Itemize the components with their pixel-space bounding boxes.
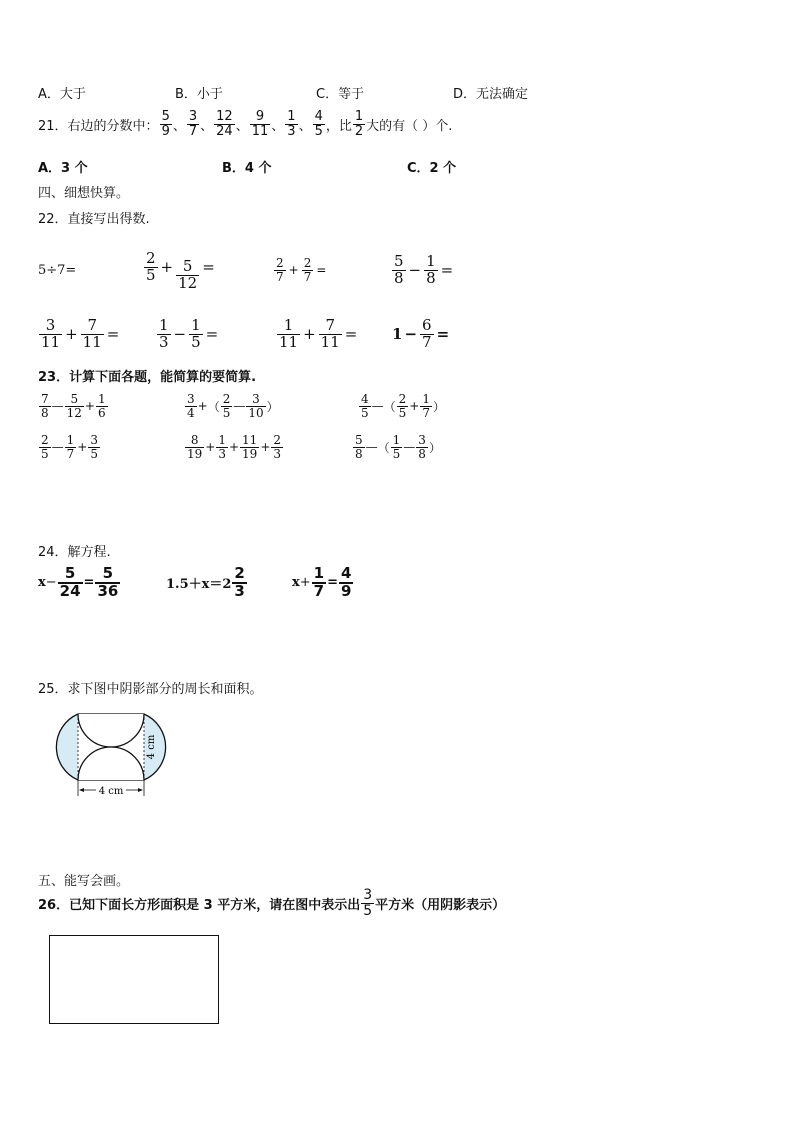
fraction: $\frac{1}{3}$ bbox=[287, 109, 296, 139]
arrow-left bbox=[79, 788, 84, 792]
q21-option-b: B．4 个 bbox=[222, 161, 272, 176]
q21-question: 21． 右边的分数中： $\frac{5}{9}$ 、 $\frac{3}{7}$ 、 $\frac{12}{24}$ 、 $\frac{9}{11}$ 、 $\frac{1}{3}$ 、 $\frac{4}{5}$ ，比 $\frac{1}{2}$ 大的有（ ）个. bbox=[38, 109, 453, 139]
fraction: $\frac{3}{4}$ bbox=[187, 392, 195, 420]
fraction: $\frac{1}{2}$ bbox=[354, 109, 364, 139]
arrow-right bbox=[138, 788, 143, 792]
fraction: $\frac{1}{7}$ bbox=[66, 433, 75, 461]
q24-equation-1: x − $\frac{5}{24}$ = $\frac{5}{36}$ bbox=[38, 564, 119, 600]
shaded-figure bbox=[38, 706, 238, 801]
q23-item-2: $\frac{3}{4}$ + （ $\frac{2}{5}$ — $\frac{3}{10}$ ） bbox=[187, 392, 279, 420]
fraction: $\frac{11}{19}$ bbox=[242, 433, 258, 461]
q23-title: 23．计算下面各题，能简算的要简算. bbox=[38, 370, 257, 385]
q24-equation-3: x + $\frac{1}{7}$ = $\frac{4}{9}$ bbox=[292, 564, 352, 600]
fraction: $\frac{3}{8}$ bbox=[418, 433, 426, 461]
q22-item-7: $\frac{1}{11}$ + $\frac{7}{11}$ = bbox=[279, 316, 358, 351]
q21-prefix: 右边的分数中： bbox=[67, 118, 159, 134]
q23-item-5: $\frac{8}{19}$ + $\frac{1}{3}$ + $\frac{11}{19}$ + $\frac{2}{3}$ bbox=[187, 433, 282, 461]
fraction: $\frac{2}{5}$ bbox=[222, 392, 231, 420]
fraction: $\frac{1}{7}$ bbox=[422, 392, 430, 420]
q21-suffix: 大的有（ ）个. bbox=[366, 118, 453, 134]
fraction: $\frac{7}{11}$ bbox=[320, 316, 340, 351]
q22-item-3: $\frac{2}{7}$ + $\frac{2}{7}$ = bbox=[276, 256, 327, 284]
fraction: $\frac{2}{3}$ bbox=[273, 433, 282, 461]
fraction: $\frac{7}{11}$ bbox=[82, 316, 102, 351]
fraction: $\frac{1}{7}$ bbox=[313, 564, 325, 600]
fraction: $\frac{4}{9}$ bbox=[341, 564, 352, 600]
fraction: $\frac{2}{5}$ bbox=[398, 392, 407, 420]
fraction: $\frac{2}{5}$ bbox=[146, 249, 156, 284]
fraction: $\frac{5}{24}$ bbox=[59, 564, 81, 600]
q26-question: 26．已知下面长方形面积是 3 平方米，请在图中表示出 $\frac{3}{5}$ 平方米（用阴影表示） bbox=[38, 887, 506, 919]
fraction: $\frac{3}{10}$ bbox=[248, 392, 264, 420]
q23-item-6: $\frac{5}{8}$ — （ $\frac{1}{5}$ — $\frac{3}{8}$ ） bbox=[355, 433, 441, 461]
fraction: $\frac{6}{7}$ bbox=[422, 316, 432, 351]
q22-item-4: $\frac{5}{8}$ − $\frac{1}{8}$ = bbox=[394, 252, 454, 287]
q23-item-4: $\frac{2}{5}$ — $\frac{1}{7}$ + $\frac{3}{5}$ bbox=[41, 433, 98, 461]
fraction: $\frac{3}{7}$ bbox=[188, 109, 198, 139]
fraction: $\frac{3}{5}$ bbox=[90, 433, 98, 461]
left-shaded-region bbox=[56, 714, 78, 780]
q22-item-5: $\frac{3}{11}$ + $\frac{7}{11}$ = bbox=[41, 316, 120, 351]
fraction: $\frac{9}{11}$ bbox=[251, 109, 269, 139]
fraction: $\frac{4}{5}$ bbox=[361, 392, 369, 420]
fraction: $\frac{5}{12}$ bbox=[66, 392, 82, 420]
fraction: $\frac{7}{8}$ bbox=[41, 392, 49, 420]
q22-item-1: 5÷7= bbox=[38, 263, 77, 278]
q22-title: 22．直接写出得数. bbox=[38, 212, 150, 227]
fraction: $\frac{3}{11}$ bbox=[41, 316, 61, 351]
q23-item-1: $\frac{7}{8}$ — $\frac{5}{12}$ + $\frac{1}{6}$ bbox=[41, 392, 106, 420]
fraction: $\frac{4}{5}$ bbox=[314, 109, 323, 139]
q24-title: 24．解方程. bbox=[38, 545, 111, 560]
fraction: $\frac{12}{24}$ bbox=[216, 109, 233, 139]
q21-option-c: C．2 个 bbox=[407, 161, 457, 176]
fraction: $\frac{1}{3}$ bbox=[218, 433, 226, 461]
fraction: $\frac{5}{9}$ bbox=[161, 109, 170, 139]
q23-item-3: $\frac{4}{5}$ — （ $\frac{2}{5}$ + $\frac{1}{7}$ ） bbox=[361, 392, 446, 420]
q20-option-b: B．小于 bbox=[175, 87, 223, 102]
top-semicircle bbox=[78, 714, 144, 747]
fraction: $\frac{3}{5}$ bbox=[363, 887, 373, 919]
q21-option-a: A．3 个 bbox=[38, 161, 88, 176]
fraction: $\frac{5}{12}$ bbox=[178, 257, 198, 292]
fraction: $\frac{1}{6}$ bbox=[97, 392, 106, 420]
fraction: $\frac{1}{5}$ bbox=[392, 433, 401, 461]
fraction: $\frac{5}{8}$ bbox=[394, 252, 404, 287]
q22-item-6: $\frac{1}{3}$ − $\frac{1}{5}$ = bbox=[159, 316, 219, 351]
section-4-heading: 四、细想快算。 bbox=[38, 186, 130, 201]
fraction: $\frac{1}{5}$ bbox=[191, 316, 201, 351]
fraction: $\frac{2}{7}$ bbox=[276, 256, 284, 284]
section-5-heading: 五、能写会画。 bbox=[38, 874, 130, 889]
bottom-dimension-label: 4 cm bbox=[98, 786, 124, 797]
bottom-semicircle bbox=[78, 747, 144, 780]
fraction: $\frac{1}{11}$ bbox=[279, 316, 299, 351]
rectangle-to-shade[interactable] bbox=[49, 935, 219, 1024]
fraction: $\frac{2}{3}$ bbox=[234, 564, 245, 600]
q24-equation-2: 1.5＋x＝2 $\frac{2}{3}$ bbox=[166, 564, 245, 600]
q20-option-c: C．等于 bbox=[316, 87, 365, 102]
q20-option-a: A．大于 bbox=[38, 87, 86, 102]
q21-number: 21． bbox=[38, 118, 68, 134]
side-dimension-label: 4 cm bbox=[146, 734, 157, 760]
fraction: $\frac{5}{8}$ bbox=[355, 433, 363, 461]
q22-item-2: $\frac{2}{5}$ + $\frac{5}{12}$ = bbox=[146, 249, 215, 292]
fraction: $\frac{5}{36}$ bbox=[97, 564, 119, 600]
fraction: $\frac{2}{7}$ bbox=[303, 256, 312, 284]
fraction: $\frac{8}{19}$ bbox=[187, 433, 203, 461]
fraction: $\frac{1}{3}$ bbox=[159, 316, 169, 351]
q25-title: 25．求下图中阴影部分的周长和面积。 bbox=[38, 682, 263, 697]
q22-item-8: 1 − $\frac{6}{7}$ = bbox=[392, 316, 450, 351]
fraction: $\frac{1}{8}$ bbox=[426, 252, 436, 287]
q20-option-d: D．无法确定 bbox=[453, 87, 529, 102]
fraction: $\frac{2}{5}$ bbox=[41, 433, 49, 461]
